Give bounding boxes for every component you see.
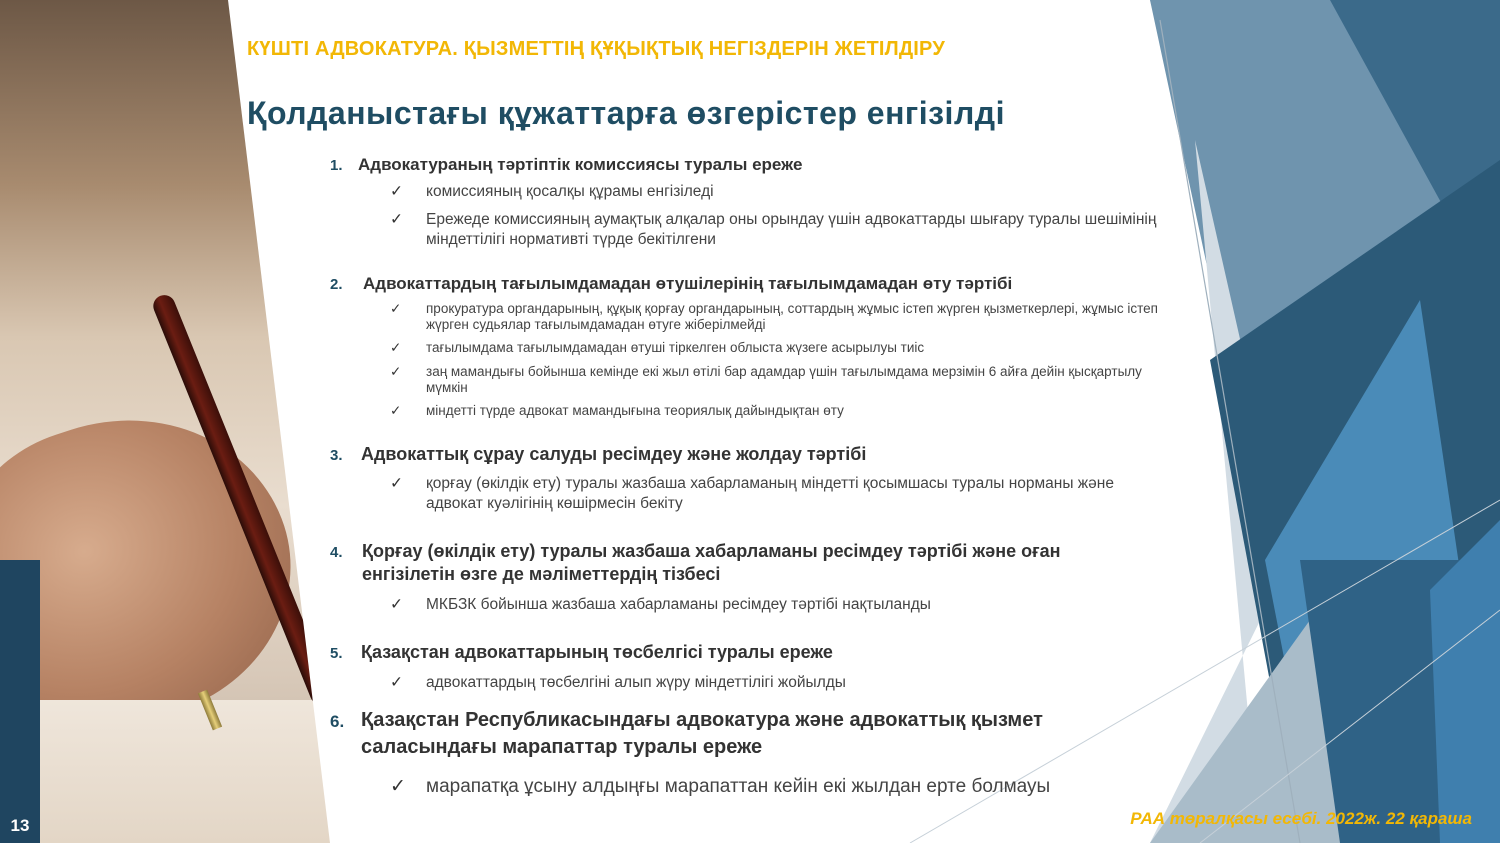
section-heading — [330, 274, 1160, 294]
check-icon: ✓ — [390, 776, 406, 797]
section-3 — [330, 444, 1160, 514]
list-item-text: міндетті түрде адвокат мамандығына теориялық дайындықтан өту — [426, 403, 844, 418]
check-icon: ✓ — [390, 211, 403, 228]
section-items — [330, 474, 1160, 514]
section-items — [330, 301, 1160, 419]
section-2 — [330, 274, 1160, 419]
list-item-text: тағылымдама тағылымдамадан өтуші тіркелген облыста жүзеге асырылуы тиіс — [426, 340, 925, 355]
section-number: 1. — [330, 157, 343, 174]
section-6 — [330, 707, 1160, 799]
section-title: Адвокаттардың тағылымдамадан өтушілерінің тағылымдамадан өту тәртібі — [363, 274, 1013, 293]
section-heading — [330, 155, 1160, 175]
list-item — [330, 301, 1160, 333]
section-number: 4. — [330, 544, 343, 561]
slide-title: Қолданыстағы құжаттарға өзгерістер енгізілді — [247, 95, 1005, 131]
list-item — [330, 673, 1160, 693]
list-item — [330, 775, 1160, 799]
section-number: 3. — [330, 447, 343, 464]
section-title: Қазақстан Республикасындағы адвокатура және адвокаттық қызмет саласындағы марапаттар туралы ереже — [361, 709, 1043, 758]
list-item — [330, 595, 1160, 615]
section-title: Адвокаттық сұрау салуды ресімдеу және жолдау тәртібі — [361, 444, 867, 464]
check-icon: ✓ — [390, 596, 403, 613]
section-1 — [330, 155, 1160, 250]
list-item — [330, 403, 1160, 419]
section-heading — [330, 707, 1160, 761]
check-icon: ✓ — [390, 403, 402, 418]
check-icon: ✓ — [390, 301, 402, 316]
section-4 — [330, 540, 1160, 615]
check-icon: ✓ — [390, 183, 403, 200]
section-title: Қорғау (өкілдік ету) туралы жазбаша хабарламаны ресімдеу тәртібі және оған енгізілетін өзге де мәліметтердің тізбесі — [362, 541, 1061, 584]
page-number: 13 — [0, 808, 40, 843]
section-number: 6. — [330, 712, 345, 731]
section-number: 2. — [330, 276, 343, 293]
list-item-text: комиссияның қосалқы құрамы енгізіледі — [426, 183, 714, 200]
check-icon: ✓ — [390, 340, 402, 355]
list-item — [330, 340, 1160, 356]
list-item — [330, 210, 1160, 250]
section-5 — [330, 642, 1160, 693]
section-heading — [330, 540, 1160, 586]
section-heading — [330, 642, 1160, 663]
list-item-text: марапатқа ұсыну алдыңғы марапаттан кейін екі жылдан ерте болмауы — [426, 776, 1051, 797]
slide-subtitle: КҮШТІ АДВОКАТУРА. ҚЫЗМЕТТІҢ ҚҰҚЫҚТЫҚ НЕГІЗДЕРІН ЖЕТІЛДІРУ — [247, 38, 945, 60]
list-item-text: прокуратура органдарының, құқық қорғау органдарының, соттардың жұмыс істеп жүрген қызметкерлері, жұмыс істеп жүрген судьялар тағылымдамадан өтуге жіберілмейді — [426, 301, 1158, 332]
section-items — [330, 673, 1160, 693]
list-item-text: қорғау (өкілдік ету) туралы жазбаша хабарламаның міндетті қосымшасы туралы норманы және адвокат куәлігінің көшірмесін бекіту — [426, 475, 1114, 512]
check-icon: ✓ — [390, 475, 403, 492]
section-heading — [330, 444, 1160, 465]
section-items — [330, 595, 1160, 615]
section-title: Қазақстан адвокаттарының төсбелгісі туралы ереже — [361, 642, 833, 662]
list-item — [330, 364, 1160, 396]
list-item-text: МКБЗК бойынша жазбаша хабарламаны ресімдеу тәртібі нақтыланды — [426, 596, 931, 613]
section-items — [330, 775, 1160, 799]
list-item-text: адвокаттардың төсбелгіні алып жүру міндеттілігі жойылды — [426, 674, 846, 691]
list-item-text: заң мамандығы бойынша кемінде екі жыл өтілі бар адамдар үшін тағылымдама мерзімін 6 айға дейін қысқартылу мүмкін — [426, 364, 1142, 395]
list-item — [330, 474, 1160, 514]
check-icon: ✓ — [390, 364, 402, 379]
section-number: 5. — [330, 645, 343, 662]
list-item-text: Ережеде комиссияның аумақтық алқалар оны орындау үшін адвокаттарды шығару туралы шешімінің міндеттілігі нормативті түрде бекітілгени — [426, 211, 1157, 248]
list-item — [330, 182, 1160, 202]
section-items — [330, 182, 1160, 250]
check-icon: ✓ — [390, 674, 403, 691]
section-title: Адвокатураның тәртіптік комиссиясы туралы ереже — [358, 155, 803, 174]
footer-caption: РАА төралқасы есебі. 2022ж. 22 қараша — [1130, 809, 1472, 828]
